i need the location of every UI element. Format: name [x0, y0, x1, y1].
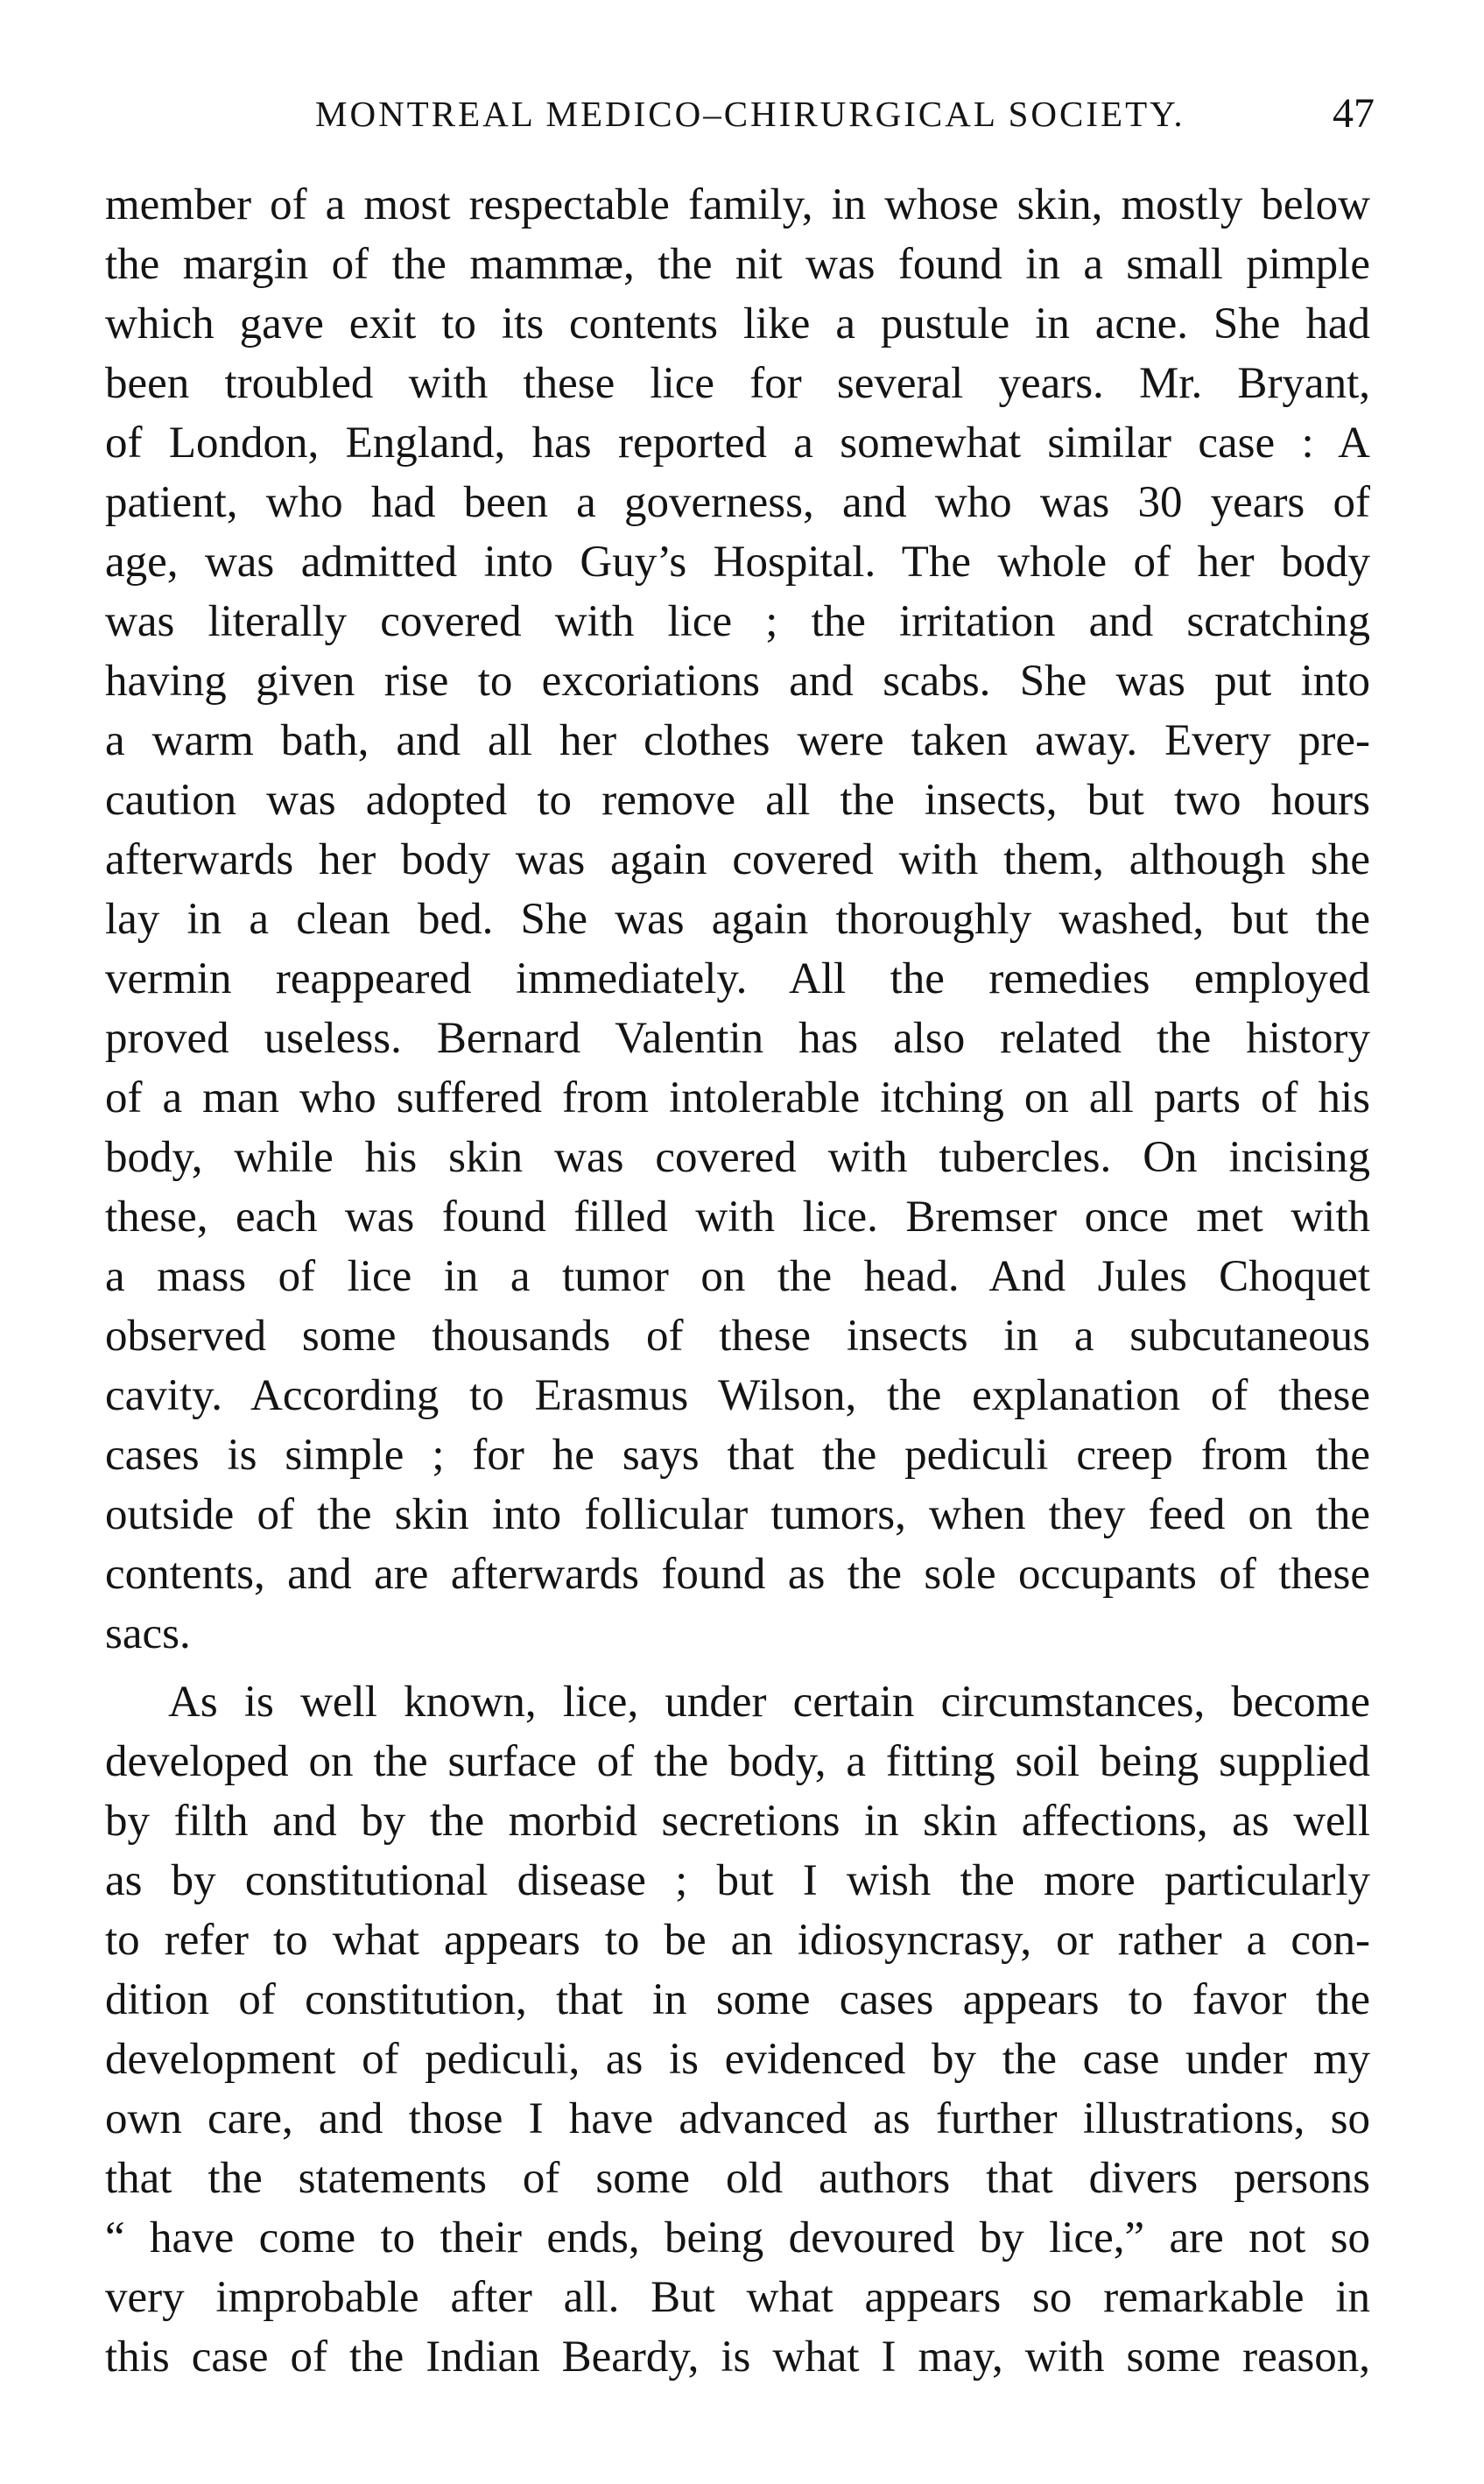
text-line: lay in a clean bed. She was again thoroughly washed, but the [105, 895, 1370, 944]
text-line: cases is simple ; for he says that the pediculi creep from the [105, 1431, 1370, 1480]
text-line: caution was adopted to remove all the insects, but two hours [105, 776, 1370, 825]
text-line: cavity. According to Erasmus Wilson, the explanation of these [105, 1371, 1370, 1420]
text-line: a mass of lice in a tumor on the head. And Jules Choquet [105, 1252, 1370, 1301]
text-line: member of a most respectable family, in whose skin, mostly below [105, 180, 1370, 229]
text-line: patient, who had been a governess, and who was 30 years of [105, 478, 1370, 527]
body-text [105, 175, 1370, 2387]
text-line: “ have come to their ends, being devoured by lice,” are not so [105, 2213, 1370, 2262]
text-line: sacs. [105, 1609, 191, 1658]
text-line: the margin of the mammæ, the nit was found in a small pimple [105, 240, 1370, 289]
text-line: been troubled with these lice for several years. Mr. Bryant, [105, 359, 1370, 408]
text-line: observed some thousands of these insects in a subcutaneous [105, 1312, 1370, 1361]
text-line: afterwards her body was again covered with them, although she [105, 835, 1370, 884]
text-line: of a man who suffered from intolerable itching on all parts of his [105, 1073, 1370, 1122]
paragraph-2 [105, 1672, 1370, 2387]
text-line: age, was admitted into Guy’s Hospital. The whole of her body [105, 538, 1370, 587]
text-line: a warm bath, and all her clothes were taken away. Every pre- [105, 716, 1370, 765]
text-line: this case of the Indian Beardy, is what I may, with some reason, [105, 2333, 1370, 2382]
text-line: as by constitutional disease ; but I wish the more particularly [105, 1856, 1370, 1905]
text-line: outside of the skin into follicular tumors, when they feed on the [105, 1490, 1370, 1539]
paragraph-gap [105, 1664, 1370, 1672]
text-line: proved useless. Bernard Valentin has also related the history [105, 1014, 1370, 1063]
text-line: dition of constitution, that in some cases appears to favor the [105, 1975, 1370, 2024]
header-title: MONTREAL MEDICO–CHIRURGICAL SOCIETY. [315, 94, 1185, 134]
text-line: As is well known, lice, under certain circumstances, become [168, 1678, 1370, 1727]
text-line: of London, England, has reported a somewhat similar case : A [105, 419, 1370, 468]
text-line: body, while his skin was covered with tubercles. On incising [105, 1133, 1370, 1182]
text-line: to refer to what appears to be an idiosyncrasy, or rather a con- [105, 1916, 1370, 1965]
text-line: which gave exit to its contents like a pustule in acne. She had [105, 299, 1370, 348]
text-line: these, each was found filled with lice. Bremser once met with [105, 1193, 1370, 1242]
text-line: developed on the surface of the body, a fitting soil being supplied [105, 1737, 1370, 1786]
text-line: by filth and by the morbid secretions in skin affections, as well [105, 1797, 1370, 1846]
running-header [114, 88, 1375, 140]
text-line: development of pediculi, as is evidenced by the case under my [105, 2035, 1370, 2084]
paragraph-1 [105, 175, 1370, 1664]
page-number: 47 [1333, 90, 1375, 137]
text-line: that the statements of some old authors that divers persons [105, 2154, 1370, 2203]
text-line: having given rise to excoriations and scabs. She was put into [105, 657, 1370, 706]
text-line: contents, and are afterwards found as the sole occupants of these [105, 1550, 1370, 1599]
text-line: was literally covered with lice ; the irritation and scratching [105, 597, 1370, 646]
text-line: very improbable after all. But what appears so remarkable in [105, 2273, 1370, 2322]
text-line: own care, and those I have advanced as further illustrations, so [105, 2094, 1370, 2143]
text-line: vermin reappeared immediately. All the remedies employed [105, 954, 1370, 1003]
